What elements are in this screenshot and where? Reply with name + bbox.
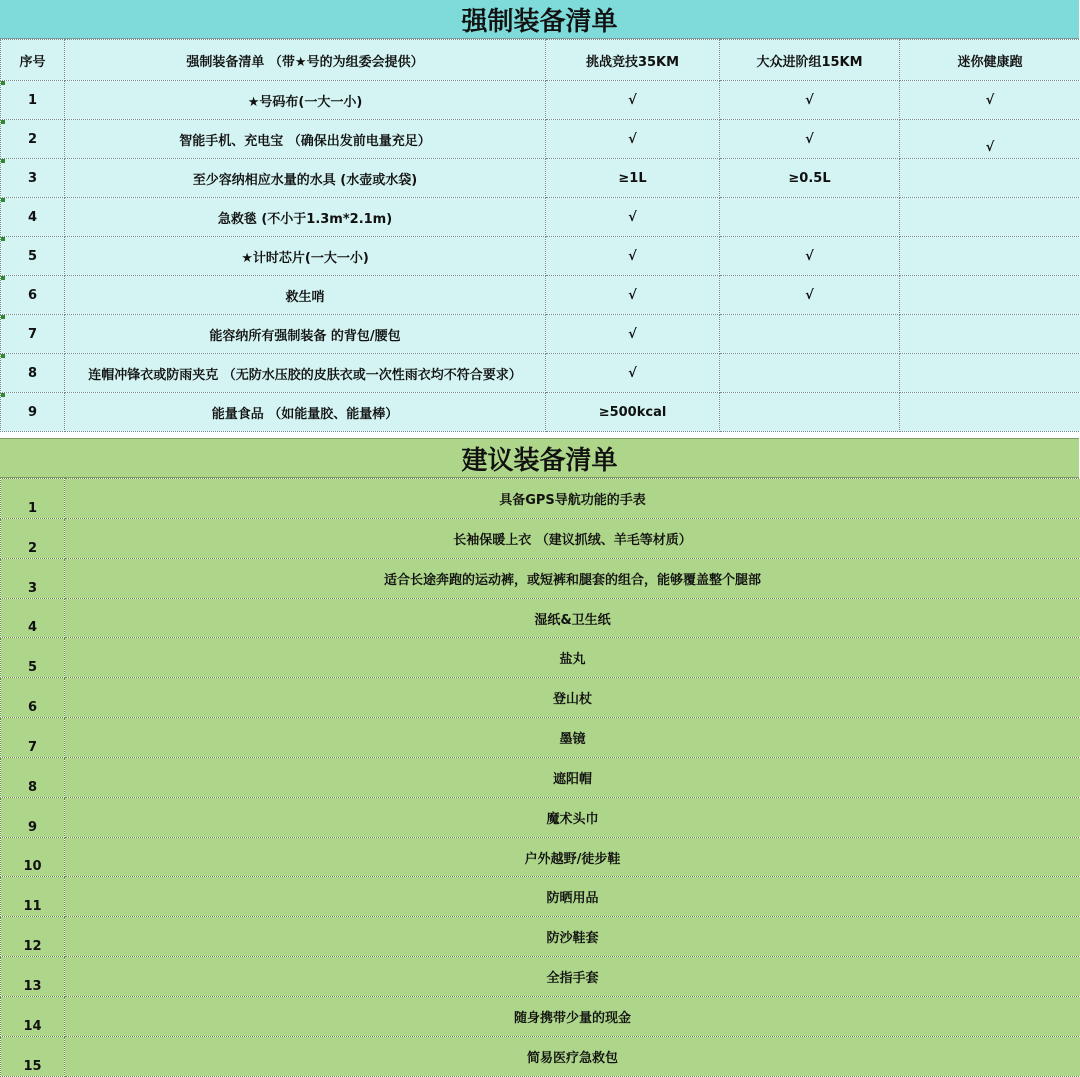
suggested-table [0,478,1080,1077]
item-name: 湿纸&卫生纸 [65,598,1080,638]
item-name: 户外越野/徒步鞋 [65,837,1080,877]
row-number: 6 [1,678,65,718]
table-row [1,198,1080,237]
item-name: 全指手套 [65,957,1080,997]
requirement-mini [900,237,1080,276]
row-number: 1 [1,479,65,519]
requirement-15km: √ [720,81,900,120]
item-name: 魔术头巾 [65,797,1080,837]
requirement-mini [900,159,1080,198]
item-name: 墨镜 [65,718,1080,758]
row-number: 3 [1,159,65,198]
row-number: 14 [1,996,65,1036]
table-row [1,393,1080,432]
item-name: 防晒用品 [65,877,1080,917]
row-number: 9 [1,797,65,837]
mandatory-header-cell: 序号 [1,40,65,81]
item-name: 登山杖 [65,678,1080,718]
requirement-15km [720,354,900,393]
requirement-mini [900,393,1080,432]
table-row [1,276,1080,315]
requirement-15km: ≥0.5L [720,159,900,198]
table-row [1,877,1080,917]
requirement-35km: √ [546,276,720,315]
row-number: 8 [1,757,65,797]
requirement-35km: ≥500kcal [546,393,720,432]
row-number: 1 [1,81,65,120]
mandatory-header-cell: 挑战竞技35KM [546,40,720,81]
cell-flag-mark [1,393,5,397]
item-name: ★计时芯片(一大一小) [65,237,546,276]
item-name: 急救毯 (不小于1.3m*2.1m) [65,198,546,237]
row-number: 5 [1,638,65,678]
requirement-15km [720,315,900,354]
table-row [1,837,1080,877]
table-row [1,678,1080,718]
item-name: 长袖保暖上衣 （建议抓绒、羊毛等材质） [65,518,1080,558]
cell-flag-mark [1,315,5,319]
requirement-15km: √ [720,276,900,315]
requirement-mini [900,276,1080,315]
cell-flag-mark [1,237,5,241]
table-row [1,598,1080,638]
requirement-35km: √ [546,120,720,159]
requirement-35km: √ [546,81,720,120]
row-number: 7 [1,718,65,758]
table-row [1,159,1080,198]
row-number: 8 [1,354,65,393]
item-name: 防沙鞋套 [65,917,1080,957]
table-row [1,797,1080,837]
requirement-35km: √ [546,354,720,393]
item-name: 遮阳帽 [65,757,1080,797]
cell-flag-mark [1,120,5,124]
row-number: 15 [1,1036,65,1076]
item-name: 简易医疗急救包 [65,1036,1080,1076]
table-row [1,757,1080,797]
row-number: 4 [1,598,65,638]
requirement-35km: √ [546,198,720,237]
row-number: 6 [1,276,65,315]
item-name: ★号码布(一大一小) [65,81,546,120]
item-name: 随身携带少量的现金 [65,996,1080,1036]
row-number: 11 [1,877,65,917]
requirement-mini: √ [900,81,1080,120]
cell-flag-mark [1,198,5,202]
mandatory-table [0,39,1080,432]
table-row [1,957,1080,997]
cell-flag-mark [1,354,5,358]
table-row [1,558,1080,598]
row-number: 2 [1,518,65,558]
cell-flag-mark [1,276,5,280]
mandatory-header-cell: 大众进阶组15KM [720,40,900,81]
requirement-mini: √ [900,120,1080,159]
table-row [1,917,1080,957]
table-row [1,996,1080,1036]
requirement-35km: √ [546,237,720,276]
cell-flag-mark [1,159,5,163]
mandatory-title: 强制装备清单 [0,0,1079,39]
row-number: 12 [1,917,65,957]
cell-flag-mark [1,81,5,85]
requirement-15km [720,393,900,432]
table-row [1,1036,1080,1076]
requirement-15km [720,198,900,237]
table-row [1,354,1080,393]
item-name: 具备GPS导航功能的手表 [65,479,1080,519]
requirement-mini [900,198,1080,237]
table-row [1,81,1080,120]
item-name: 救生哨 [65,276,546,315]
item-name: 能量食品 （如能量胶、能量棒） [65,393,546,432]
row-number: 13 [1,957,65,997]
row-number: 4 [1,198,65,237]
row-number: 9 [1,393,65,432]
requirement-mini [900,315,1080,354]
requirement-35km: ≥1L [546,159,720,198]
table-row [1,638,1080,678]
table-row [1,518,1080,558]
item-name: 智能手机、充电宝 （确保出发前电量充足） [65,120,546,159]
item-name: 至少容纳相应水量的水具 (水壶或水袋) [65,159,546,198]
suggested-title: 建议装备清单 [0,438,1079,478]
table-row [1,120,1080,159]
row-number: 5 [1,237,65,276]
table-row [1,315,1080,354]
item-name: 适合长途奔跑的运动裤，或短裤和腿套的组合，能够覆盖整个腿部 [65,558,1080,598]
item-name: 能容纳所有强制装备 的背包/腰包 [65,315,546,354]
requirement-15km: √ [720,120,900,159]
requirement-35km: √ [546,315,720,354]
mandatory-header-cell: 强制装备清单 （带★号的为组委会提供） [65,40,546,81]
requirement-15km: √ [720,237,900,276]
item-name: 盐丸 [65,638,1080,678]
row-number: 3 [1,558,65,598]
row-number: 7 [1,315,65,354]
mandatory-header-cell: 迷你健康跑 [900,40,1080,81]
table-row [1,718,1080,758]
table-row [1,479,1080,519]
mandatory-header-row [1,40,1080,81]
table-row [1,237,1080,276]
requirement-mini [900,354,1080,393]
row-number: 2 [1,120,65,159]
row-number: 10 [1,837,65,877]
item-name: 连帽冲锋衣或防雨夹克 （无防水压胶的皮肤衣或一次性雨衣均不符合要求） [65,354,546,393]
